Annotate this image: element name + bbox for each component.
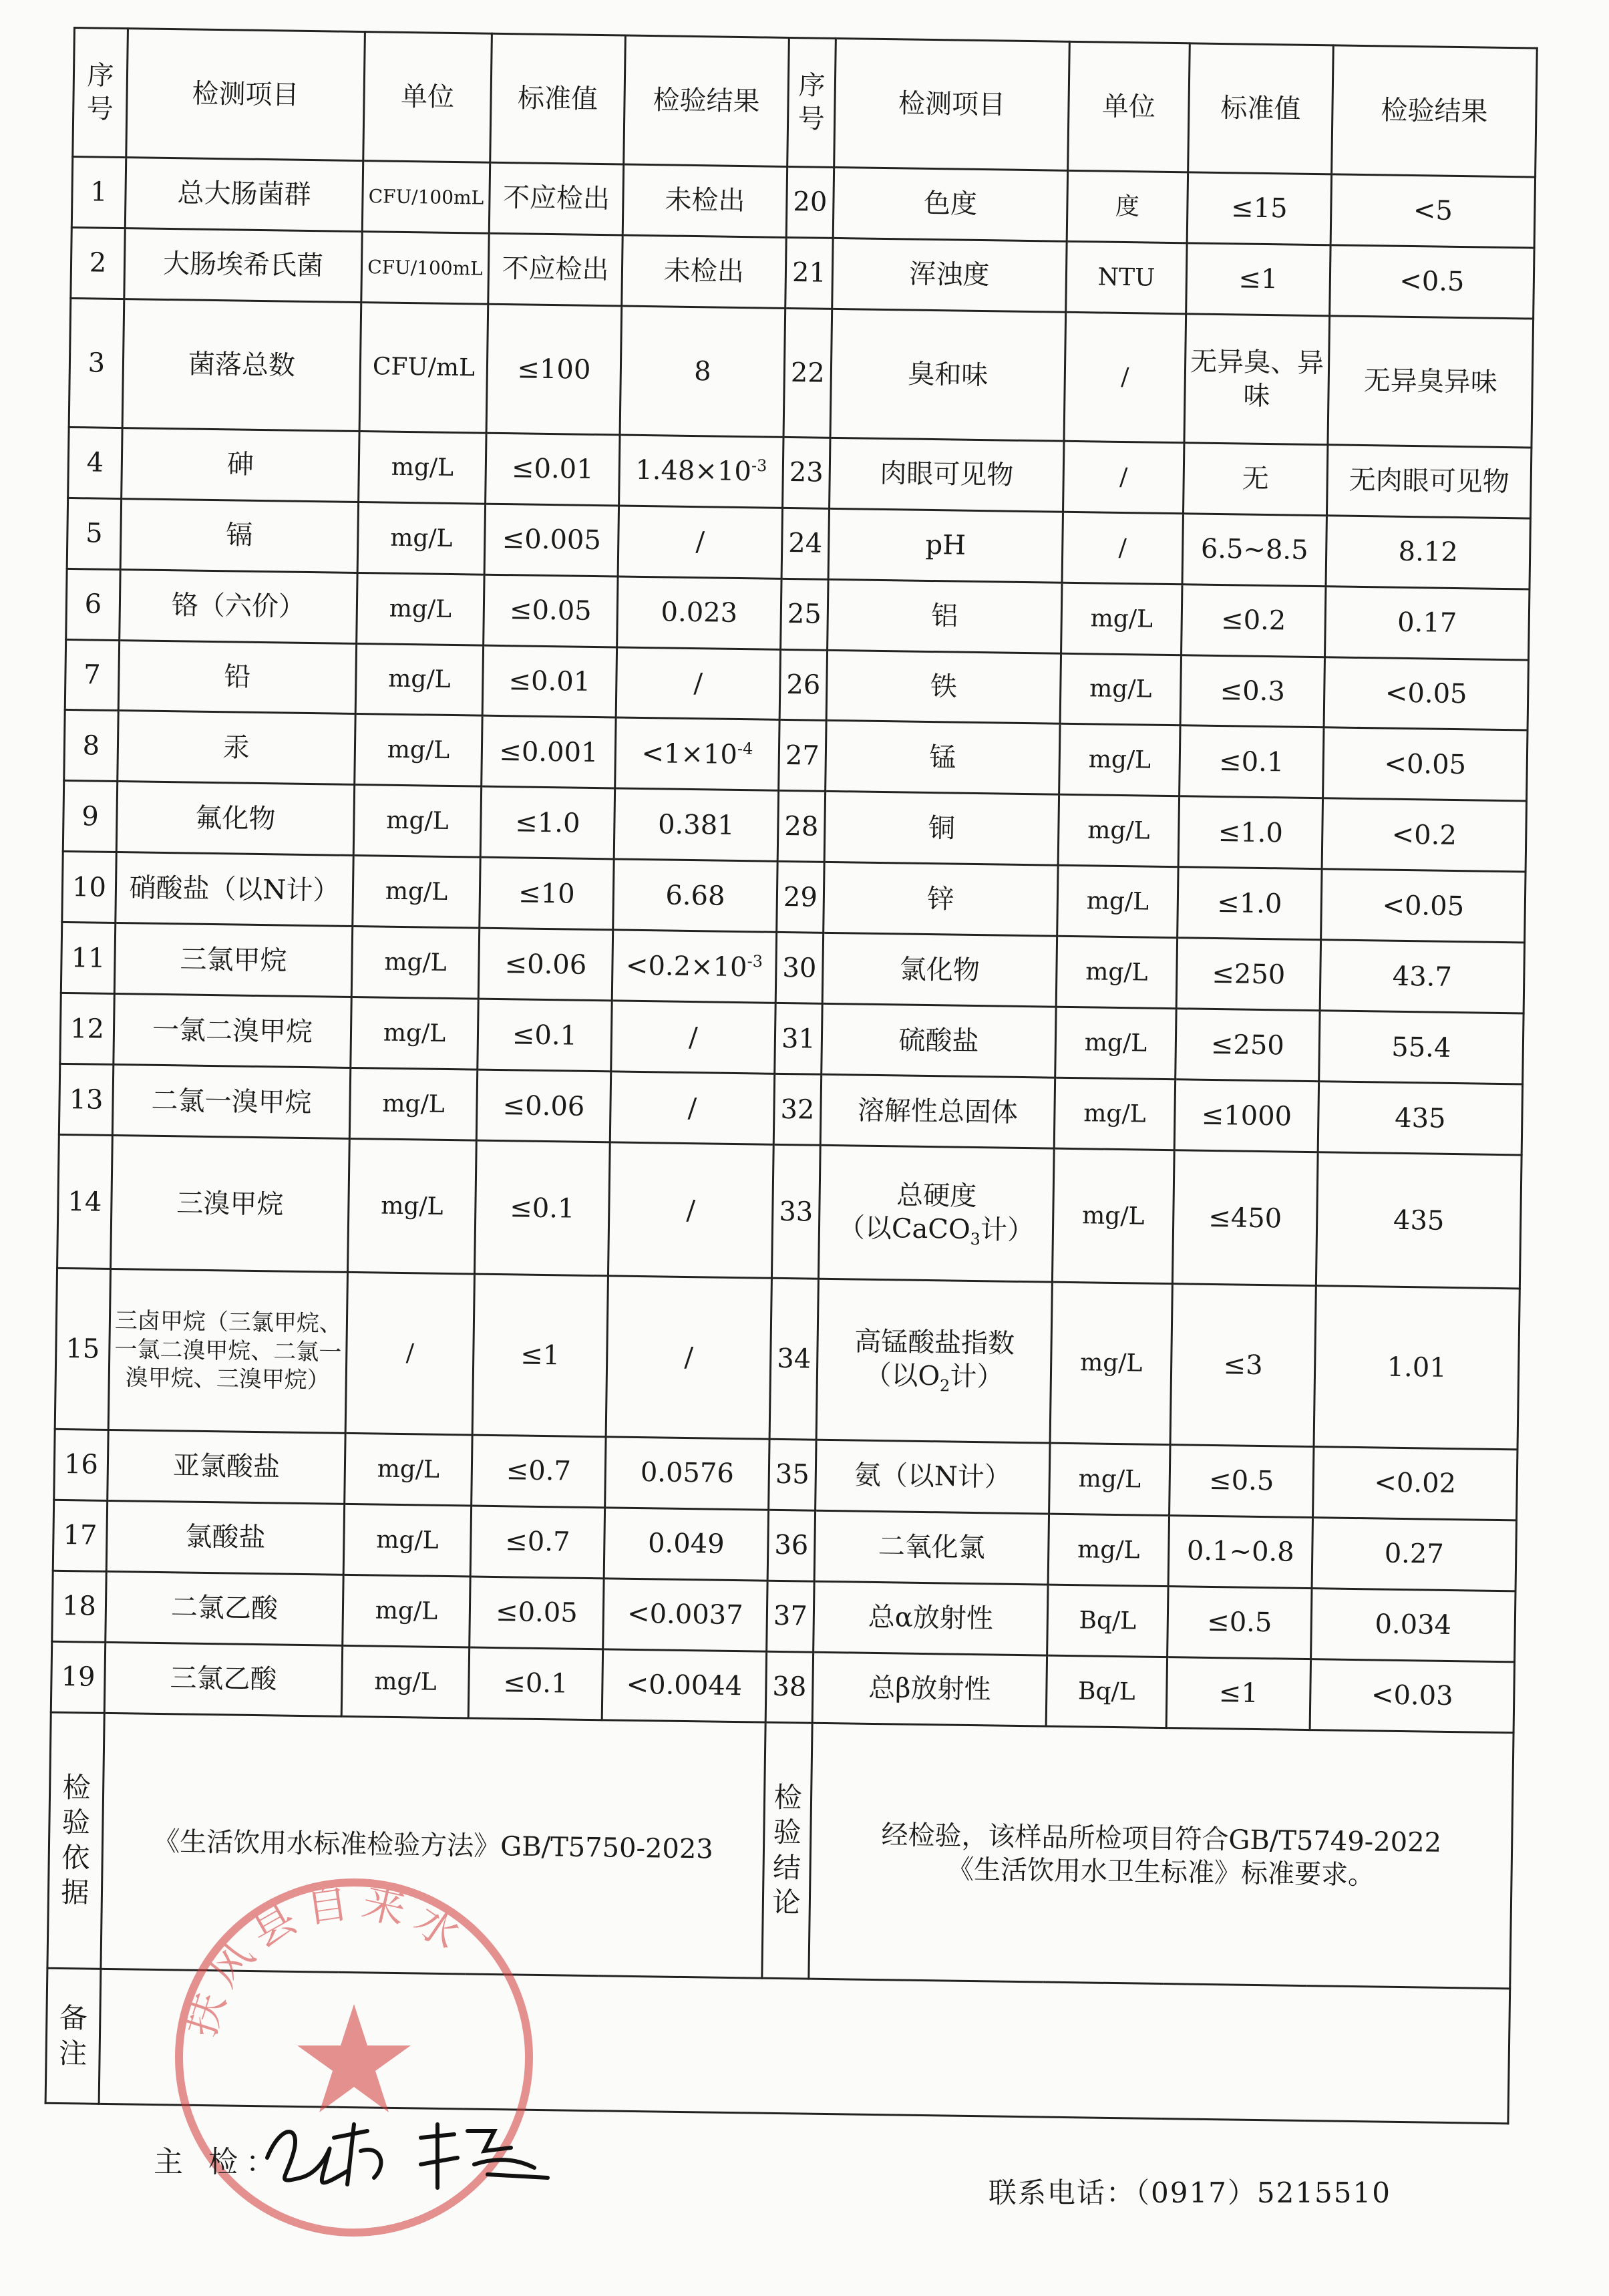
standard-cell: ≤0.01	[486, 433, 620, 506]
seq-cell: 34	[769, 1278, 818, 1440]
standard-cell: ≤1	[472, 1274, 608, 1436]
seq-cell: 37	[767, 1581, 814, 1652]
item-cell: 铁	[826, 650, 1061, 724]
test-results-table	[45, 27, 1538, 2124]
result-cell: 0.381	[614, 788, 778, 861]
standard-cell: ≤1.0	[480, 787, 614, 860]
item-cell: 锰	[826, 721, 1060, 795]
result-cell	[619, 435, 783, 508]
remarks-label: 备注	[45, 1969, 101, 2104]
item-qualifier	[824, 1211, 1049, 1251]
basis-row	[47, 1712, 1513, 1989]
standard-cell: ≤250	[1176, 1009, 1320, 1082]
unit-cell: mg/L	[353, 785, 481, 858]
result-cell: <0.05	[1324, 657, 1528, 730]
item-cell: 三溴甲烷	[111, 1136, 350, 1273]
item-qualifier-suffix: 计）	[980, 1214, 1035, 1246]
item-cell: 总大肠菌群	[125, 157, 363, 231]
standard-cell: ≤0.05	[470, 1577, 604, 1649]
table-row	[57, 1135, 1522, 1289]
result-mantissa: <1×10	[641, 737, 738, 770]
result-cell: 8	[620, 306, 785, 437]
seq-cell: 10	[62, 852, 116, 923]
unit-cell: CFU/100mL	[362, 160, 490, 233]
result-cell: /	[608, 1142, 773, 1278]
standard-cell: ≤1.0	[1178, 867, 1322, 940]
standard-cell: ≤0.001	[482, 716, 616, 789]
unit-cell: mg/L	[1049, 1443, 1170, 1515]
result-cell: 未检出	[622, 164, 787, 237]
standard-cell: ≤0.5	[1168, 1586, 1312, 1659]
result-exponent: -4	[737, 739, 753, 758]
header-standard: 标准值	[490, 33, 626, 164]
standard-cell: ≤0.1	[474, 1140, 610, 1276]
standard-cell: ≤100	[486, 304, 622, 435]
item-cell: 铝	[828, 579, 1062, 653]
item-cell: 三卤甲烷（三氯甲烷、一氯二溴甲烷、二氯一溴甲烷、三溴甲烷）	[108, 1269, 347, 1434]
item-cell: 二氧化氯	[814, 1510, 1049, 1585]
item-cell: 菌落总数	[122, 299, 361, 431]
remarks-row	[45, 1969, 1510, 2124]
seq-cell: 13	[59, 1064, 113, 1136]
item-cell: 总β放射性	[812, 1652, 1047, 1726]
item-cell: 锌	[824, 862, 1058, 937]
standard-cell: 不应检出	[488, 233, 622, 306]
seq-cell: 33	[771, 1145, 820, 1279]
result-cell: 55.4	[1319, 1011, 1524, 1084]
result-exponent: -3	[747, 951, 763, 971]
unit-cell: Bq/L	[1047, 1585, 1168, 1657]
seq-cell: 3	[69, 298, 124, 428]
header-result: 检验结果	[1332, 45, 1538, 177]
standard-cell: 无	[1183, 442, 1327, 515]
seq-cell: 2	[71, 227, 125, 299]
result-cell: <0.0044	[602, 1649, 766, 1721]
seq-cell: 27	[779, 720, 826, 792]
seq-cell: 20	[786, 166, 834, 238]
result-cell: <0.05	[1323, 727, 1528, 801]
seq-cell: 28	[777, 791, 825, 862]
seq-cell: 25	[781, 579, 828, 650]
result-cell: <0.05	[1321, 869, 1526, 943]
standard-cell: ≤3	[1170, 1284, 1316, 1447]
item-cell: 硝酸盐（以N计）	[116, 852, 353, 927]
standard-cell: ≤450	[1172, 1150, 1318, 1286]
unit-cell: mg/L	[348, 1139, 477, 1274]
unit-cell: mg/L	[1055, 1007, 1176, 1080]
result-cell: 1.01	[1314, 1286, 1519, 1450]
result-cell: 8.12	[1326, 515, 1530, 589]
unit-cell: mg/L	[1060, 653, 1181, 725]
item-cell: 臭和味	[830, 309, 1066, 441]
seq-cell: 8	[64, 710, 118, 782]
seq-cell: 12	[60, 993, 114, 1065]
standard-cell: ≤10	[480, 858, 614, 931]
item-cell: 二氯一溴甲烷	[112, 1065, 350, 1139]
header-seq: 序号	[787, 37, 836, 167]
header-unit: 单位	[1068, 41, 1190, 172]
stamp-text: 扶风县自来水	[175, 1876, 477, 2043]
standard-cell: ≤1000	[1174, 1080, 1318, 1152]
item-cell: 肉眼可见物	[830, 438, 1064, 512]
result-cell: <0.2	[1322, 798, 1526, 872]
standard-cell: 0.1~0.8	[1168, 1515, 1312, 1588]
result-cell: /	[616, 647, 780, 719]
result-cell: 0.0576	[605, 1436, 769, 1509]
seq-cell: 24	[781, 508, 829, 579]
item-cell: 三氯乙酸	[104, 1642, 342, 1716]
unit-cell: mg/L	[1054, 1078, 1175, 1150]
report-sheet	[45, 27, 1543, 2124]
item-qualifier-prefix: （以O	[864, 1359, 940, 1392]
header-seq: 序号	[73, 28, 128, 158]
item-cell: 汞	[118, 711, 355, 785]
result-cell: 0.27	[1312, 1517, 1516, 1591]
standard-cell: ≤0.7	[470, 1506, 604, 1579]
result-cell: 0.17	[1325, 586, 1530, 659]
remarks-text	[99, 1969, 1510, 2124]
contact-phone: 联系电话：（0917）5215510	[989, 2176, 1391, 2209]
item-cell: 大肠埃希氏菌	[124, 228, 362, 302]
unit-cell: mg/L	[1058, 795, 1179, 867]
item-cell: 氯化物	[822, 933, 1057, 1007]
standard-cell: ≤1	[1166, 1657, 1310, 1730]
item-cell: 一氯二溴甲烷	[114, 994, 351, 1068]
seq-cell: 16	[54, 1429, 108, 1500]
footer	[0, 2111, 1609, 2245]
item-cell: 镉	[120, 498, 358, 572]
item-cell: 三氯甲烷	[114, 923, 352, 997]
result-cell	[615, 717, 779, 790]
unit-cell: /	[1063, 441, 1184, 513]
result-cell: <0.5	[1330, 245, 1534, 319]
unit-cell: CFU/100mL	[361, 231, 489, 304]
result-cell: 无肉眼可见物	[1326, 444, 1531, 518]
unit-cell: /	[1064, 312, 1186, 442]
result-cell: 0.049	[604, 1507, 768, 1580]
seq-cell: 14	[57, 1135, 113, 1269]
unit-cell: mg/L	[1061, 583, 1182, 655]
unit-cell: mg/L	[343, 1504, 471, 1577]
header-unit: 单位	[363, 32, 492, 162]
result-cell: 0.023	[617, 576, 781, 649]
unit-cell: mg/L	[353, 856, 480, 929]
item-cell: 铬（六价）	[120, 569, 357, 643]
item-qualifier-prefix: （以CaCO	[838, 1212, 971, 1245]
seq-cell: 1	[71, 156, 126, 228]
seq-cell: 4	[68, 427, 122, 498]
standard-cell: ≤0.2	[1182, 584, 1326, 657]
item-cell: 硫酸盐	[822, 1004, 1056, 1078]
standard-cell: ≤0.3	[1180, 655, 1324, 727]
item-cell: 铅	[118, 640, 356, 714]
table-row	[69, 298, 1533, 447]
seq-cell: 30	[775, 933, 823, 1004]
unit-cell: CFU/mL	[359, 302, 488, 432]
unit-cell: /	[345, 1272, 474, 1434]
result-cell: 435	[1318, 1082, 1522, 1155]
standard-cell: ≤15	[1187, 172, 1331, 245]
seq-cell: 32	[773, 1074, 821, 1146]
result-cell: <0.03	[1310, 1659, 1514, 1732]
standard-cell: ≤250	[1176, 938, 1320, 1011]
standard-cell: ≤0.1	[1180, 725, 1324, 798]
item-name: 总硬度	[896, 1180, 977, 1212]
seq-cell: 9	[63, 781, 117, 852]
standard-cell: ≤1	[1186, 243, 1330, 316]
unit-cell: mg/L	[357, 502, 485, 575]
item-cell: 色度	[833, 167, 1067, 241]
unit-cell: mg/L	[349, 1068, 477, 1141]
result-cell: 无异臭异味	[1328, 316, 1534, 448]
unit-cell: mg/L	[359, 431, 486, 504]
result-cell: 0.034	[1311, 1588, 1515, 1661]
item-cell: pH	[828, 508, 1063, 583]
standard-cell: ≤1.0	[1178, 796, 1322, 869]
seq-cell: 5	[67, 498, 121, 569]
header-item: 检测项目	[834, 38, 1070, 170]
item-cell: 亚氯酸盐	[108, 1430, 345, 1504]
standard-cell: ≤0.01	[482, 645, 616, 718]
item-cell	[818, 1146, 1054, 1283]
seq-cell: 15	[55, 1268, 110, 1430]
unit-cell: 度	[1067, 170, 1188, 242]
unit-cell: Bq/L	[1046, 1655, 1167, 1728]
seq-cell: 22	[783, 308, 832, 438]
standard-cell: ≤0.1	[478, 999, 612, 1072]
unit-cell: mg/L	[341, 1645, 469, 1718]
result-cell: /	[610, 1072, 774, 1144]
header-standard: 标准值	[1188, 43, 1334, 174]
result-exponent: -3	[751, 456, 767, 476]
seq-cell: 21	[785, 237, 833, 309]
result-mantissa: 1.48×10	[635, 454, 752, 488]
table-header-row	[73, 28, 1537, 177]
unit-cell: mg/L	[1056, 937, 1177, 1009]
seq-cell: 38	[765, 1651, 813, 1723]
basis-text: 《生活饮用水标准检验方法》GB/T5750-2023	[101, 1713, 765, 1979]
seq-cell: 18	[52, 1571, 106, 1642]
seq-cell: 17	[53, 1500, 107, 1571]
unit-cell: mg/L	[1050, 1282, 1172, 1444]
inspector-label: 主 检：	[154, 2145, 283, 2179]
unit-cell: mg/L	[355, 643, 483, 716]
item-name: 高锰酸盐指数	[854, 1326, 1015, 1359]
item-cell: 氯酸盐	[106, 1500, 344, 1575]
result-cell	[612, 930, 776, 1003]
unit-cell: mg/L	[345, 1433, 472, 1506]
unit-cell: mg/L	[357, 572, 484, 645]
unit-cell: mg/L	[1057, 866, 1178, 938]
standard-cell: ≤0.1	[468, 1647, 602, 1720]
inspector-signature	[254, 2111, 561, 2198]
item-cell: 溶解性总固体	[820, 1075, 1055, 1149]
unit-cell: mg/L	[1048, 1514, 1169, 1586]
basis-label: 检验依据	[47, 1712, 104, 1969]
seq-cell: 29	[777, 862, 824, 933]
result-cell: /	[618, 506, 782, 579]
unit-cell: mg/L	[351, 997, 478, 1070]
item-cell: 氨（以N计）	[816, 1440, 1050, 1514]
standard-cell: ≤0.5	[1170, 1444, 1314, 1517]
standard-cell: 6.5~8.5	[1182, 513, 1326, 586]
result-cell: <0.0037	[603, 1578, 767, 1651]
unit-cell: mg/L	[1059, 724, 1180, 796]
seq-cell: 31	[775, 1003, 822, 1075]
item-qualifier-subscript: 3	[970, 1229, 981, 1249]
item-cell	[816, 1279, 1052, 1442]
item-qualifier-suffix: 计）	[950, 1361, 1004, 1393]
item-cell: 氟化物	[116, 782, 354, 856]
item-qualifier	[822, 1358, 1047, 1398]
seq-cell: 36	[767, 1510, 815, 1581]
result-cell: 435	[1316, 1152, 1522, 1289]
result-cell: 6.68	[613, 859, 777, 932]
seq-cell: 26	[779, 649, 827, 721]
unit-cell: mg/L	[343, 1575, 470, 1647]
unit-cell: mg/L	[351, 927, 479, 999]
standard-cell: 无异臭、异味	[1184, 314, 1330, 445]
item-cell: 二氯乙酸	[106, 1571, 343, 1645]
seq-cell: 11	[61, 923, 115, 994]
item-cell: 铜	[824, 792, 1059, 866]
standard-cell: ≤0.06	[478, 928, 612, 1001]
seq-cell: 6	[66, 568, 120, 640]
unit-cell: /	[1062, 512, 1183, 584]
standard-cell: ≤0.7	[472, 1435, 606, 1508]
result-cell: 43.7	[1320, 940, 1524, 1013]
result-cell: 未检出	[622, 235, 786, 308]
table-row	[55, 1268, 1519, 1449]
seq-cell: 19	[51, 1641, 105, 1713]
header-result: 检验结果	[624, 35, 789, 166]
conclusion-label: 检验结论	[762, 1722, 812, 1979]
item-cell: 浑浊度	[832, 238, 1067, 312]
header-item: 检测项目	[126, 29, 365, 161]
conclusion-line-1: 经检验，该样品所检项目符合GB/T5749-2022	[881, 1820, 1442, 1858]
conclusion-line-2: 《生活饮用水卫生标准》标准要求。	[946, 1854, 1375, 1891]
item-qualifier-subscript: 2	[939, 1376, 950, 1396]
item-cell: 总α放射性	[814, 1581, 1048, 1655]
result-cell: /	[611, 1001, 775, 1074]
seq-cell: 7	[65, 639, 119, 711]
result-cell: /	[606, 1276, 771, 1439]
conclusion-text	[809, 1723, 1513, 1989]
result-cell: <0.02	[1313, 1446, 1517, 1520]
standard-cell: ≤0.06	[476, 1070, 610, 1142]
standard-cell: ≤0.005	[484, 504, 618, 577]
standard-cell: ≤0.05	[484, 575, 618, 647]
result-cell: <5	[1330, 174, 1535, 248]
item-cell: 砷	[122, 428, 359, 502]
result-mantissa: <0.2×10	[625, 950, 747, 983]
seq-cell: 35	[769, 1439, 816, 1510]
unit-cell: NTU	[1066, 241, 1187, 313]
unit-cell: mg/L	[1052, 1148, 1174, 1283]
seq-cell: 23	[783, 437, 830, 508]
standard-cell: 不应检出	[489, 162, 623, 235]
unit-cell: mg/L	[355, 714, 482, 787]
